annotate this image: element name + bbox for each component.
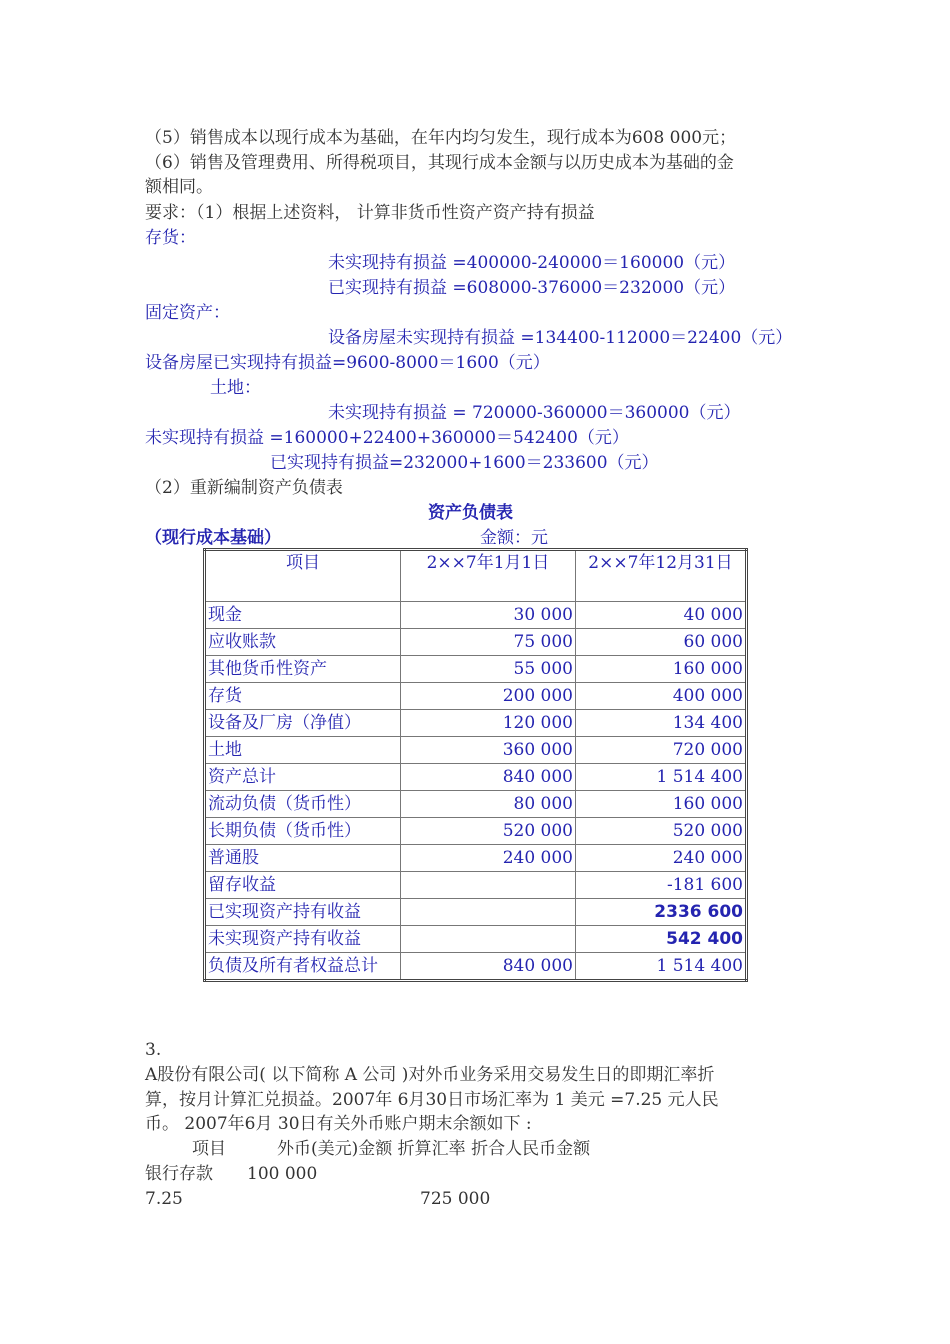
table-row bbox=[205, 737, 747, 764]
table-row bbox=[205, 845, 747, 872]
requirement: 要求：（1）根据上述资料， 计算非货币性资产资产持有损益 bbox=[145, 203, 595, 223]
bank-deposit-rate: 7.25 bbox=[145, 1189, 183, 1209]
question-3-line-1: A股份有限公司( 以下简称 A 公司 )对外币业务采用交易发生日的即期汇率折 bbox=[145, 1065, 715, 1085]
table-row bbox=[205, 953, 747, 981]
header-end-date: 2××7年12月31日 bbox=[576, 550, 747, 602]
start-value: 840 000 bbox=[401, 953, 576, 981]
paragraph-6-cont: 额相同。 bbox=[145, 177, 213, 197]
end-value: 160 000 bbox=[576, 656, 747, 683]
end-value: -181 600 bbox=[576, 872, 747, 899]
end-value: 2336 600 bbox=[576, 899, 747, 926]
table-row bbox=[205, 629, 747, 656]
row-label: 土地 bbox=[205, 737, 401, 764]
basis-label: （现行成本基础） bbox=[145, 528, 281, 548]
start-value: 80 000 bbox=[401, 791, 576, 818]
table-row bbox=[205, 791, 747, 818]
land-heading: 土地： bbox=[210, 378, 261, 398]
table-row bbox=[205, 764, 747, 791]
row-label: 长期负债（货币性） bbox=[205, 818, 401, 845]
row-label: 资产总计 bbox=[205, 764, 401, 791]
table-row bbox=[205, 818, 747, 845]
question-3-line-3: 币。 2007年6月 30日有关外币账户期末余额如下 : bbox=[145, 1114, 532, 1134]
balance-sheet-table bbox=[203, 548, 748, 982]
end-value: 542 400 bbox=[576, 926, 747, 953]
start-value: 240 000 bbox=[401, 845, 576, 872]
row-label: 存货 bbox=[205, 683, 401, 710]
paragraph-6: （6）销售及管理费用、所得税项目，其现行成本金额与以历史成本为基础的金 bbox=[145, 153, 734, 173]
start-value: 840 000 bbox=[401, 764, 576, 791]
row-label: 流动负债（货币性） bbox=[205, 791, 401, 818]
equipment-realized: 设备房屋已实现持有损益=9600-8000＝1600（元） bbox=[145, 353, 550, 373]
end-value: 1 514 400 bbox=[576, 764, 747, 791]
equipment-unrealized: 设备房屋未实现持有损益 =134400-112000＝22400（元） bbox=[328, 328, 793, 348]
start-value: 120 000 bbox=[401, 710, 576, 737]
start-value bbox=[401, 899, 576, 926]
start-value: 55 000 bbox=[401, 656, 576, 683]
question-3-line-2: 算，按月计算汇兑损益。2007年 6月30日市场汇率为 1 美元 =7.25 元人民 bbox=[145, 1090, 719, 1110]
row-label: 未实现资产持有收益 bbox=[205, 926, 401, 953]
total-unrealized: 未实现持有损益 =160000+22400+360000＝542400（元） bbox=[145, 428, 629, 448]
land-unrealized: 未实现持有损益 = 720000-360000＝360000（元） bbox=[328, 403, 741, 423]
start-value: 200 000 bbox=[401, 683, 576, 710]
table-row bbox=[205, 899, 747, 926]
start-value bbox=[401, 926, 576, 953]
inventory-unrealized: 未实现持有损益 =400000-240000＝160000（元） bbox=[328, 253, 736, 273]
paragraph-5: （5）销售成本以现行成本为基础，在年内均匀发生，现行成本为608 000元； bbox=[145, 128, 737, 148]
inventory-realized: 已实现持有损益 =608000-376000＝232000（元） bbox=[328, 278, 736, 298]
bank-deposit-rmb: 725 000 bbox=[420, 1189, 491, 1209]
question-number: 3. bbox=[145, 1040, 162, 1060]
end-value: 134 400 bbox=[576, 710, 747, 737]
end-value: 240 000 bbox=[576, 845, 747, 872]
end-value: 520 000 bbox=[576, 818, 747, 845]
end-value: 1 514 400 bbox=[576, 953, 747, 981]
end-value: 720 000 bbox=[576, 737, 747, 764]
end-value: 400 000 bbox=[576, 683, 747, 710]
table-row bbox=[205, 602, 747, 629]
row-label: 设备及厂房（净值） bbox=[205, 710, 401, 737]
start-value: 30 000 bbox=[401, 602, 576, 629]
row-label: 已实现资产持有收益 bbox=[205, 899, 401, 926]
inventory-heading: 存货： bbox=[145, 228, 196, 248]
table-row bbox=[205, 683, 747, 710]
end-value: 160 000 bbox=[576, 791, 747, 818]
row-label: 现金 bbox=[205, 602, 401, 629]
total-realized: 已实现持有损益=232000+1600＝233600（元） bbox=[270, 453, 659, 473]
start-value bbox=[401, 872, 576, 899]
table-row bbox=[205, 656, 747, 683]
requirement-2: （2）重新编制资产负债表 bbox=[145, 478, 343, 498]
row-label: 普通股 bbox=[205, 845, 401, 872]
header-item: 项目 bbox=[205, 550, 401, 602]
table-row bbox=[205, 926, 747, 953]
table-row bbox=[205, 710, 747, 737]
table-title: 资产负债表 bbox=[428, 503, 513, 523]
start-value: 360 000 bbox=[401, 737, 576, 764]
row-label: 其他货币性资产 bbox=[205, 656, 401, 683]
bank-deposit-row: 银行存款 100 000 bbox=[145, 1164, 318, 1184]
fixed-assets-heading: 固定资产： bbox=[145, 303, 230, 323]
start-value: 75 000 bbox=[401, 629, 576, 656]
start-value: 520 000 bbox=[401, 818, 576, 845]
unit-label: 金额：元 bbox=[480, 528, 548, 548]
header-start-date: 2××7年1月1日 bbox=[401, 550, 576, 602]
foreign-table-header: 项目 外币(美元)金额 折算汇率 折合人民币金额 bbox=[192, 1139, 591, 1159]
table-header-row bbox=[205, 550, 747, 602]
table-row bbox=[205, 872, 747, 899]
end-value: 40 000 bbox=[576, 602, 747, 629]
end-value: 60 000 bbox=[576, 629, 747, 656]
row-label: 负债及所有者权益总计 bbox=[205, 953, 401, 981]
row-label: 应收账款 bbox=[205, 629, 401, 656]
row-label: 留存收益 bbox=[205, 872, 401, 899]
